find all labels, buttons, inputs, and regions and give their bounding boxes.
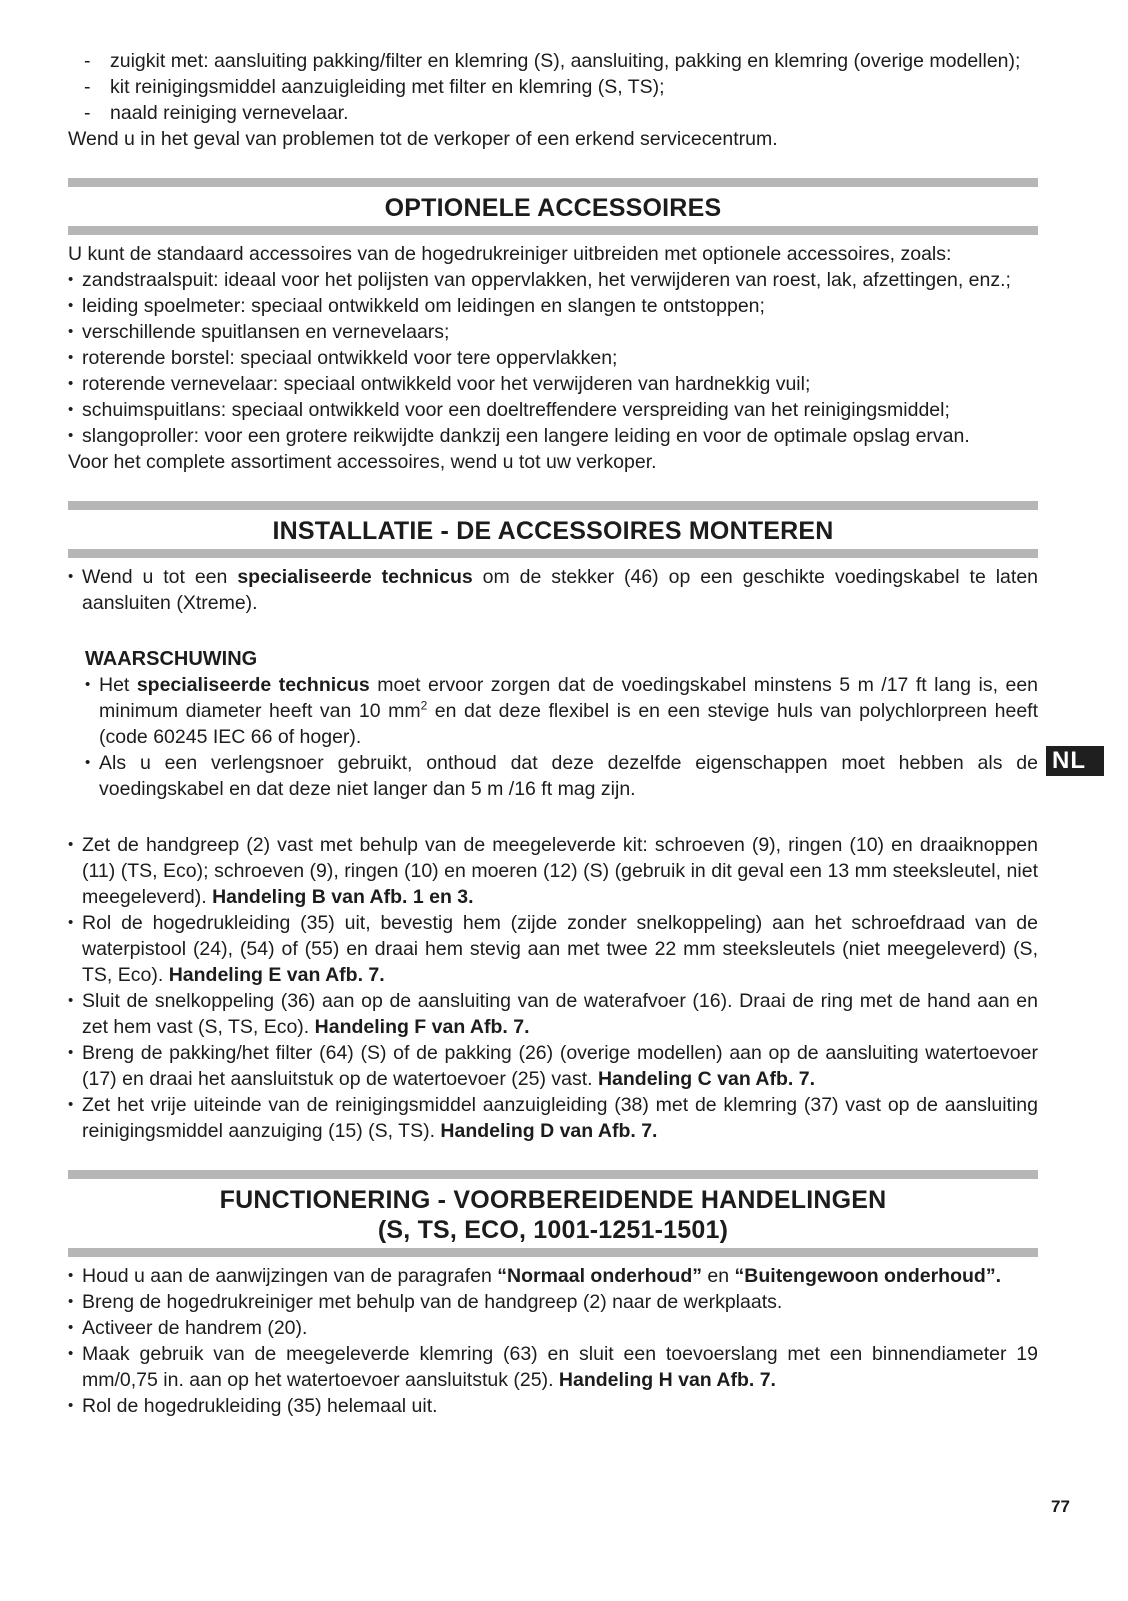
- list-item: • roterende borstel: speciaal ontwikkeld voor tere oppervlakken;: [68, 345, 1038, 371]
- title-line: (S, TS, ECO, 1001-1251-1501): [377, 1216, 729, 1244]
- divider-bar: [68, 549, 1038, 558]
- intro-closing: Wend u in het geval van problemen tot de verkoper of een erkend servicecentrum.: [68, 128, 778, 150]
- bold-text: Handeling C van Afb. 7.: [597, 1068, 816, 1090]
- list-item: • Als u een verlengsnoer gebruikt, onthoud dat deze dezelfde eigenschappen moet hebben als de voedingskabel en dat deze niet langer dan 5 m /16 ft mag zijn.: [85, 750, 1038, 802]
- text-span: Rol de hogedrukleiding (35) uit, bevestig hem (zijde zonder snelkoppeling) aan het schroefdraad van de waterpistool (24), (54) of (55) en draai hem stevig aan met twee 22 mm steeksleutels (niet meegeleverd) (S, TS, Eco).: [82, 912, 1038, 986]
- language-tab: NL: [1046, 746, 1104, 776]
- bold-text: specialiseerde technicus: [237, 566, 473, 588]
- list-item: [68, 988, 1038, 1040]
- divider-bar: [68, 501, 1038, 510]
- list-item: [85, 672, 1038, 750]
- section-title: OPTIONELE ACCESSOIRES: [384, 194, 722, 222]
- text-span: en: [702, 1265, 735, 1287]
- divider-bar: [68, 226, 1038, 235]
- operation-list: [68, 1263, 1038, 1419]
- bold-text: Handeling B van Afb. 1 en 3.: [212, 886, 474, 908]
- accessories-list: [68, 267, 1038, 449]
- text-span: en dat deze flexibel is en een stevige huls van polychlorpreen heeft (code 60245 IEC 66 of hoger).: [99, 700, 1038, 748]
- list-item: [68, 1263, 1038, 1289]
- list-item: • Breng de hogedrukreiniger met behulp van de handgreep (2) naar de werkplaats.: [68, 1289, 1038, 1315]
- bold-text: specialiseerde technicus: [136, 674, 370, 696]
- list-item: [68, 1040, 1038, 1092]
- text-span: Wend u tot een: [82, 566, 238, 588]
- section-optional-accessories: [68, 178, 1038, 475]
- text-span: Het: [99, 674, 137, 696]
- text-span: Sluit de snelkoppeling (36) aan op de aansluiting van de waterafvoer (16). Draai de ring met de hand aan en zet hem vast (S, TS, Eco).: [82, 990, 1038, 1038]
- text-span: moet ervoor zorgen dat de voedingskabel minstens 5 m /17 ft lang is, een minimum diameter heeft van 10 mm: [99, 674, 1039, 722]
- bold-text: Handeling F van Afb. 7.: [314, 1016, 530, 1038]
- divider-bar: [68, 1170, 1038, 1179]
- intro-list: [68, 48, 1038, 126]
- bold-text: “Normaal onderhoud”: [497, 1265, 702, 1287]
- section-header: [68, 1170, 1038, 1257]
- manual-page: [68, 48, 1038, 1419]
- list-item: [68, 910, 1038, 988]
- divider-bar: [68, 178, 1038, 187]
- warning-title: WAARSCHUWING: [85, 648, 258, 670]
- text-span: Zet het vrije uiteinde van de reinigingsmiddel aanzuigleiding (38) met de klemring (37) vast op de aansluiting reinigingsmiddel aanzuiging (15) (S, TS).: [82, 1094, 1038, 1142]
- bold-text: Handeling D van Afb. 7.: [440, 1120, 658, 1142]
- warning-list: [85, 672, 1038, 802]
- list-item: • verschillende spuitlansen en vernevelaars;: [68, 319, 1038, 345]
- list-item: - naald reiniging vernevelaar.: [81, 100, 1038, 126]
- bold-text: Handeling E van Afb. 7.: [168, 964, 385, 986]
- list-item: [68, 1092, 1038, 1144]
- text-span: Breng de pakking/het filter (64) (S) of de pakking (26) (overige modellen) aan op de aansluiting watertoevoer (17) en draai het aansluitstuk op de watertoevoer (25) vast.: [82, 1042, 1038, 1090]
- list-item: • leiding spoelmeter: speciaal ontwikkeld om leidingen en slangen te ontstoppen;: [68, 293, 1038, 319]
- text-span: Houd u aan de aanwijzingen van de paragrafen: [82, 1265, 498, 1287]
- page-number: 77: [1051, 1497, 1070, 1516]
- divider-bar: [68, 1248, 1038, 1257]
- installation-steps: [68, 832, 1038, 1144]
- title-line: FUNCTIONERING - VOORBEREIDENDE HANDELINGEN: [219, 1186, 887, 1214]
- text-span: Zet de handgreep (2) vast met behulp van de meegeleverde kit: schroeven (9), ringen (10) en draaiknoppen (11) (TS, Eco); schroeven (9), ringen (10) en moeren (12) (S) (gebruik in dit geval een 13 mm steeksleutel, niet meegeleverd).: [82, 834, 1038, 908]
- section-installation: [68, 501, 1038, 1144]
- list-item: • slangoproller: voor een grotere reikwijdte dankzij een langere leiding en voor de optimale opslag ervan.: [68, 423, 1038, 449]
- list-item: - zuigkit met: aansluiting pakking/filter en klemring (S), aansluiting, pakking en klemring (overige modellen);: [81, 48, 1038, 74]
- text-span: Maak gebruik van de meegeleverde klemring (63) en sluit een toevoerslang met een binnendiameter 19 mm/0,75 in. aan op het watertoevoer aansluitstuk (25).: [82, 1343, 1038, 1391]
- list-item: [68, 832, 1038, 910]
- section-closing: Voor het complete assortiment accessoires, wend u tot uw verkoper.: [68, 451, 657, 473]
- list-item: - kit reinigingsmiddel aanzuigleiding met filter en klemring (S, TS);: [81, 74, 1038, 100]
- section-header: [68, 501, 1038, 558]
- list-item: • Activeer de handrem (20).: [68, 1315, 1038, 1341]
- superscript: 2: [420, 698, 428, 713]
- installation-intro-list: [68, 564, 1038, 616]
- bold-text: “Buitengewoon onderhoud”.: [734, 1265, 1001, 1287]
- section-title: INSTALLATIE - DE ACCESSOIRES MONTEREN: [272, 517, 834, 545]
- section-operation: [68, 1170, 1038, 1419]
- bold-text: Handeling H van Afb. 7.: [558, 1369, 776, 1391]
- list-item: • Rol de hogedrukleiding (35) helemaal uit.: [68, 1393, 1038, 1419]
- text-span: om de stekker (46) op een geschikte voedingskabel te laten aansluiten (Xtreme).: [82, 566, 1039, 614]
- warning-block: [85, 646, 1038, 802]
- section-title: [68, 1179, 1038, 1248]
- section-header: [68, 178, 1038, 235]
- list-item: [68, 1341, 1038, 1393]
- section-intro: U kunt de standaard accessoires van de hogedrukreiniger uitbreiden met optionele accessoires, zoals:: [68, 243, 952, 265]
- list-item: • schuimspuitlans: speciaal ontwikkeld voor een doeltreffendere verspreiding van het reinigingsmiddel;: [68, 397, 1038, 423]
- list-item: • zandstraalspuit: ideaal voor het polijsten van oppervlakken, het verwijderen van roest, lak, afzettingen, enz.;: [68, 267, 1038, 293]
- list-item: • roterende vernevelaar: speciaal ontwikkeld voor het verwijderen van hardnekkig vuil;: [68, 371, 1038, 397]
- list-item: [68, 564, 1038, 616]
